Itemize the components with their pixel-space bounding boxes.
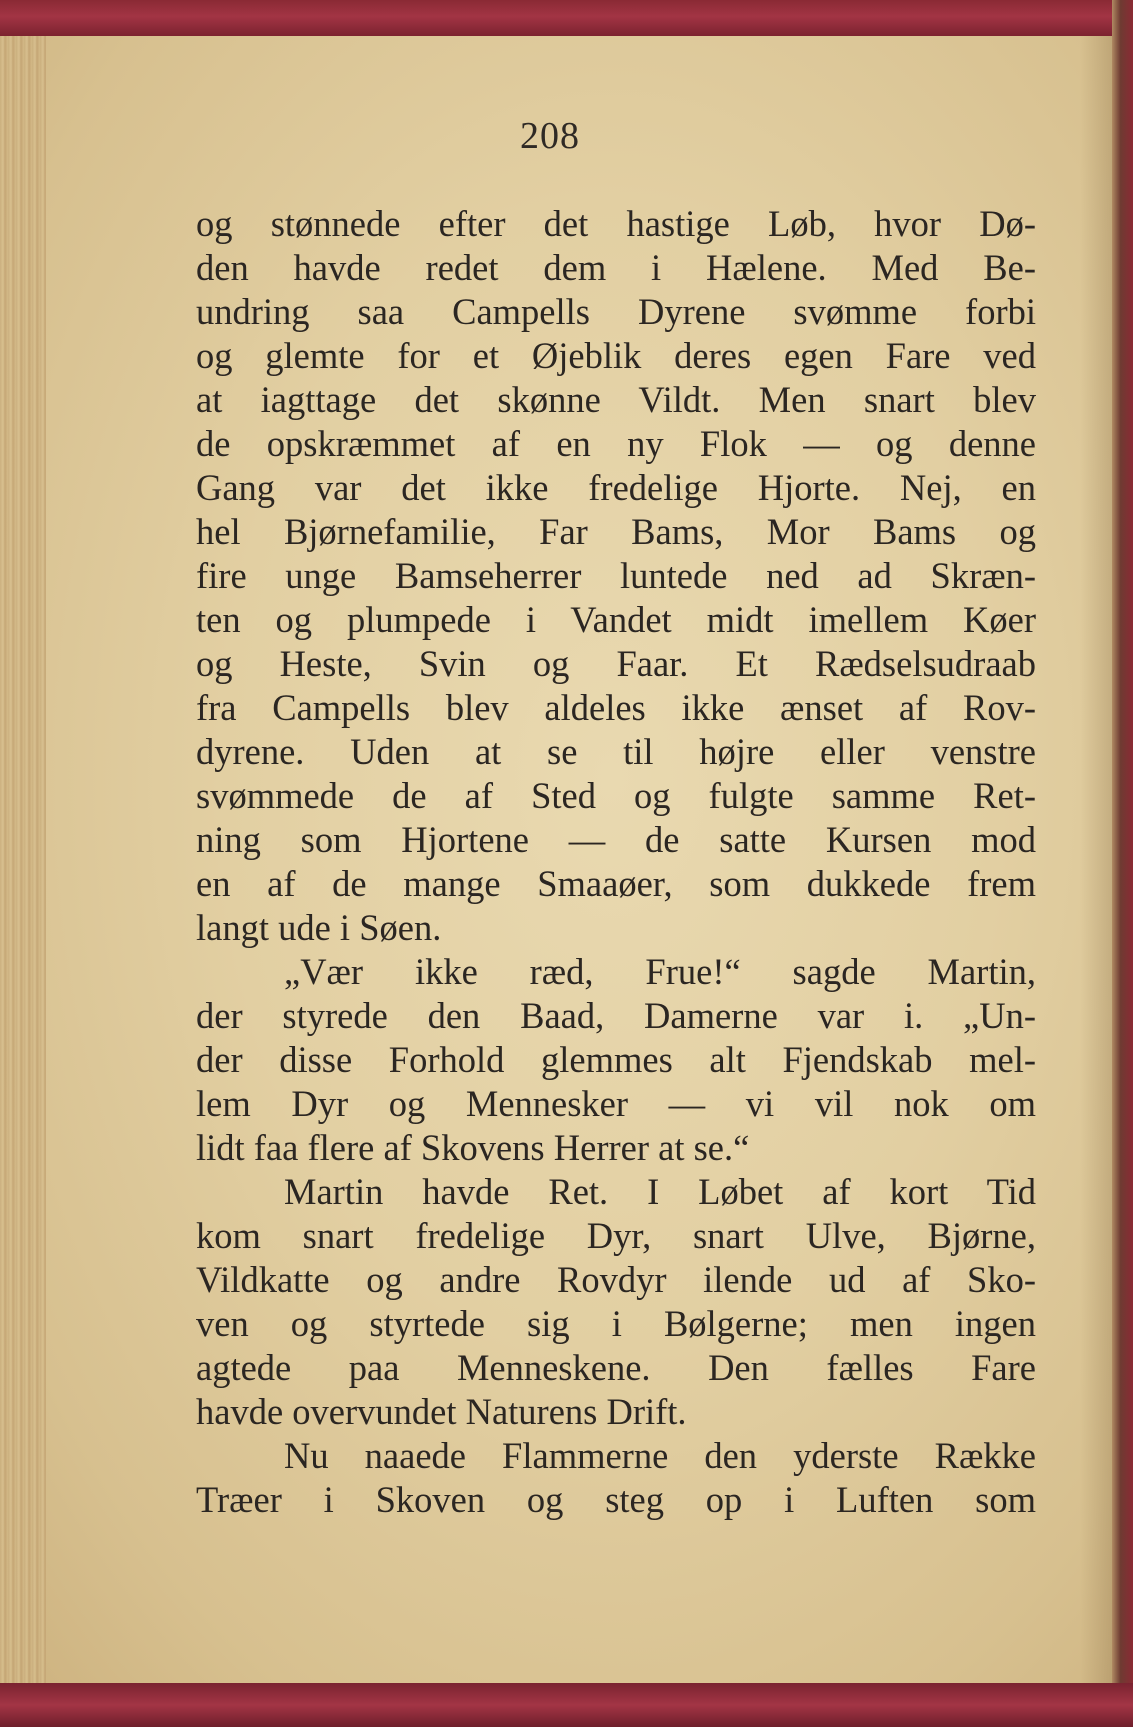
text-line: Træer i Skoven og steg op i Luften som xyxy=(196,1479,1036,1520)
text-line: at iagttage det skønne Vildt. Men snart blev xyxy=(196,379,1036,420)
text-line: svømmede de af Sted og fulgte samme Ret- xyxy=(196,775,1036,816)
text-line: lem Dyr og Mennesker — vi vil nok om xyxy=(196,1083,1036,1124)
paragraph-end-line: havde overvundet Naturens Drift. xyxy=(196,1391,687,1432)
text-line: en af de mange Smaaøer, som dukkede frem xyxy=(196,863,1036,904)
text-line: der disse Forhold glemmes alt Fjendskab mel- xyxy=(196,1039,1036,1080)
text-line: ten og plumpede i Vandet midt imellem Køer xyxy=(196,599,1036,640)
text-line: Gang var det ikke fredelige Hjorte. Nej, en xyxy=(196,467,1036,508)
text-line: kom snart fredelige Dyr, snart Ulve, Bjørne, xyxy=(196,1215,1036,1256)
page-number: 208 xyxy=(520,115,580,157)
text-line: og glemte for et Øjeblik deres egen Fare ved xyxy=(196,335,1036,376)
paragraph-start-line: Martin havde Ret. I Løbet af kort Tid xyxy=(284,1171,1036,1212)
page-edge-left xyxy=(0,36,46,1683)
text-line: Vildkatte og andre Rovdyr ilende ud af Sko- xyxy=(196,1259,1036,1300)
text-line: fra Campells blev aldeles ikke ænset af Rov- xyxy=(196,687,1036,728)
body-text xyxy=(196,202,1036,1522)
book-binding-right xyxy=(1112,0,1133,1727)
book-binding-bottom xyxy=(0,1683,1133,1727)
text-line: ven og styrtede sig i Bølgerne; men ingen xyxy=(196,1303,1036,1344)
text-line: der styrede den Baad, Damerne var i. „Un- xyxy=(196,995,1036,1036)
text-line: undring saa Campells Dyrene svømme forbi xyxy=(196,291,1036,332)
paragraph-end-line: lidt faa flere af Skovens Herrer at se.“ xyxy=(196,1127,750,1168)
text-line: og Heste, Svin og Faar. Et Rædselsudraab xyxy=(196,643,1036,684)
book-page xyxy=(0,36,1112,1683)
text-line: hel Bjørnefamilie, Far Bams, Mor Bams og xyxy=(196,511,1036,552)
paragraph-start-line: „Vær ikke ræd, Frue!“ sagde Martin, xyxy=(284,951,1036,992)
paragraph-end-line: langt ude i Søen. xyxy=(196,907,442,948)
text-line: dyrene. Uden at se til højre eller venstre xyxy=(196,731,1036,772)
text-line: agtede paa Menneskene. Den fælles Fare xyxy=(196,1347,1036,1388)
text-line: de opskræmmet af en ny Flok — og denne xyxy=(196,423,1036,464)
text-line: og stønnede efter det hastige Løb, hvor Dø- xyxy=(196,203,1036,244)
text-line: fire unge Bamseherrer luntede ned ad Skræn- xyxy=(196,555,1036,596)
text-line: den havde redet dem i Hælene. Med Be- xyxy=(196,247,1036,288)
paragraph-start-line: Nu naaede Flammerne den yderste Række xyxy=(284,1435,1036,1476)
book-binding-top xyxy=(0,0,1133,36)
text-line: ning som Hjortene — de satte Kursen mod xyxy=(196,819,1036,860)
page-edge-shadow xyxy=(1080,36,1112,1683)
